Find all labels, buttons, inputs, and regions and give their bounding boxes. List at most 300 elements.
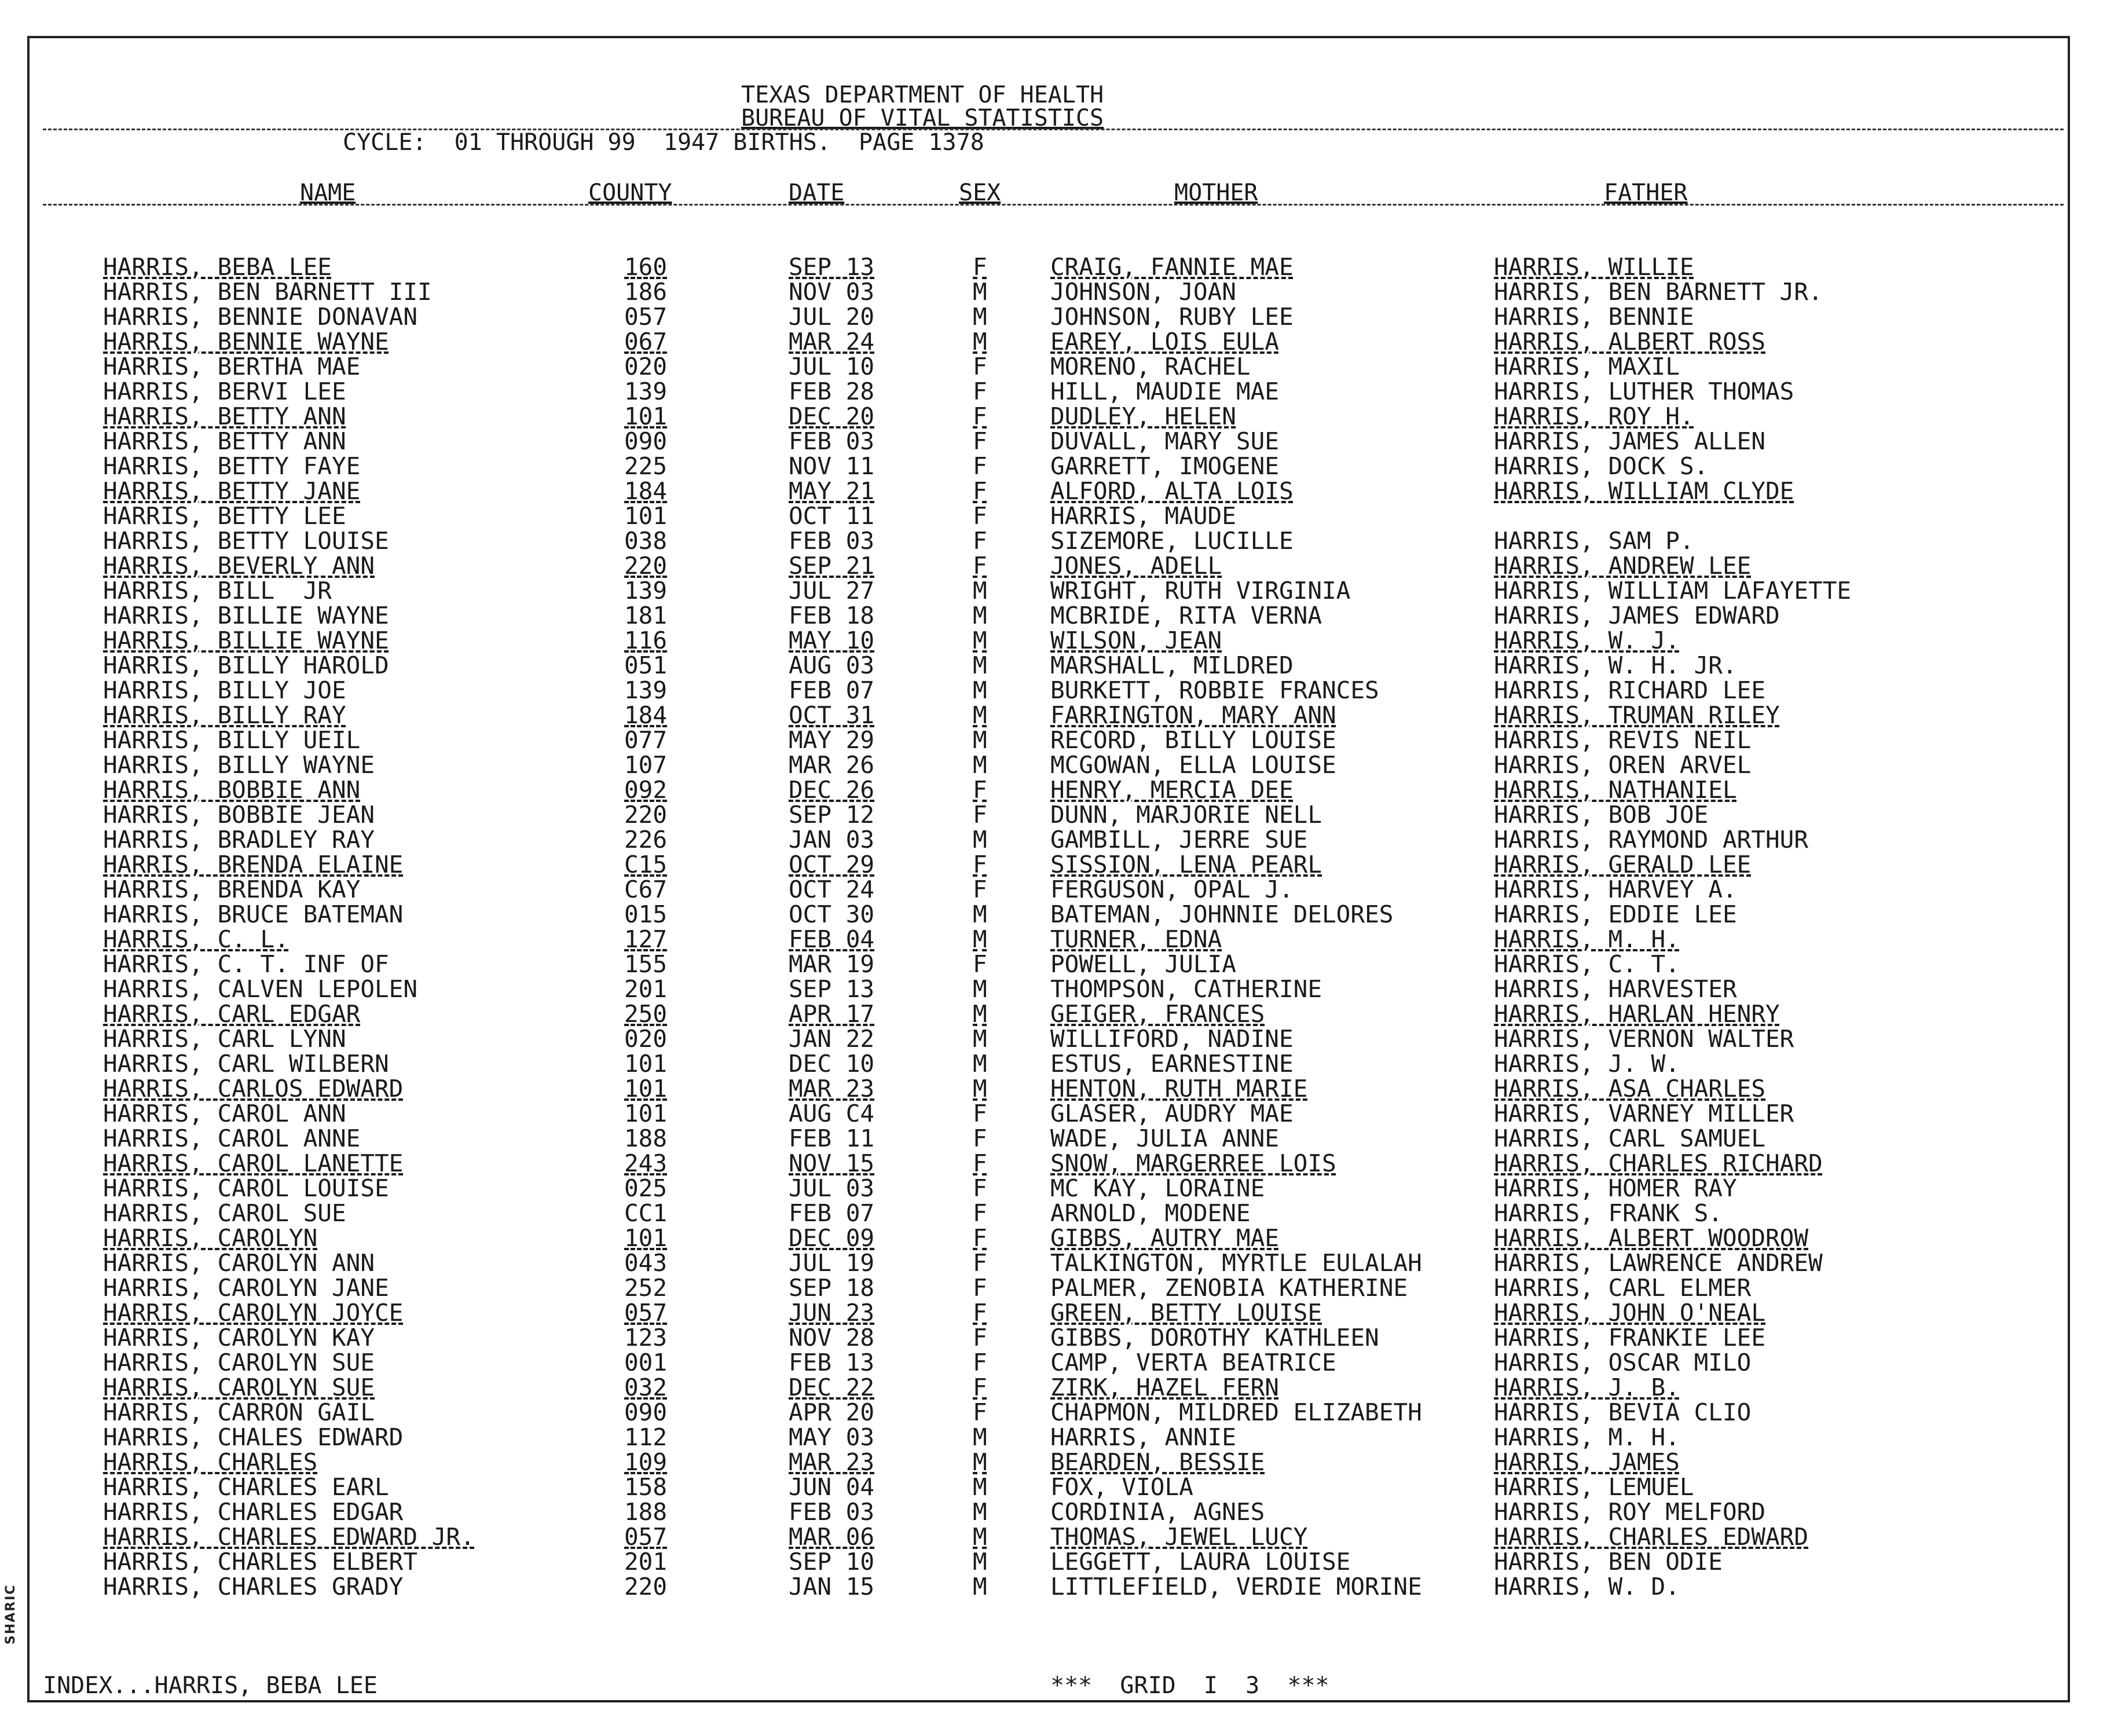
- cell-mother: CAMP, VERTA BEATRICE: [1050, 1349, 1336, 1376]
- cell-name: HARRIS, CAROL LANETTE: [103, 1149, 404, 1177]
- cell-county: 090: [624, 427, 668, 455]
- cell-sex: F: [973, 1224, 987, 1252]
- cell-sex: F: [973, 402, 987, 430]
- cell-sex: M: [973, 1423, 987, 1451]
- cell-name: HARRIS, CHARLES EARL: [103, 1473, 389, 1501]
- cell-name: HARRIS, BRUCE BATEMAN: [103, 900, 404, 928]
- cell-county: 220: [624, 552, 668, 580]
- cell-mother: LEGGETT, LAURA LOUISE: [1050, 1548, 1351, 1576]
- cell-father: HARRIS, LUTHER THOMAS: [1494, 378, 1794, 405]
- cell-sex: F: [973, 1398, 987, 1426]
- cell-county: 226: [624, 826, 668, 854]
- cell-mother: CORDINIA, AGNES: [1050, 1498, 1265, 1526]
- cell-sex: M: [973, 1000, 987, 1028]
- cell-name: HARRIS, CARL LYNN: [103, 1025, 346, 1053]
- cell-county: 057: [624, 1299, 668, 1327]
- table-row: [0, 1400, 2114, 1425]
- cell-father: HARRIS, VERNON WALTER: [1494, 1025, 1794, 1053]
- cell-name: HARRIS, CHARLES GRADY: [103, 1573, 404, 1601]
- cell-mother: MCGOWAN, ELLA LOUISE: [1050, 751, 1336, 779]
- cell-sex: F: [973, 378, 987, 405]
- cell-sex: M: [973, 278, 987, 306]
- cell-sex: F: [973, 801, 987, 829]
- cell-mother: BEARDEN, BESSIE: [1050, 1448, 1265, 1476]
- cell-mother: HARRIS, ANNIE: [1050, 1423, 1236, 1451]
- cell-father: HARRIS, ALBERT WOODROW: [1494, 1224, 1809, 1252]
- cell-name: HARRIS, BILLY WAYNE: [103, 751, 375, 779]
- side-label: SHARIC: [3, 1584, 18, 1645]
- table-row: [0, 329, 2114, 354]
- table-row: [0, 902, 2114, 927]
- cell-name: HARRIS, CAROL SUE: [103, 1199, 346, 1227]
- cell-mother: SISSION, LENA PEARL: [1050, 851, 1322, 878]
- cell-name: HARRIS, CALVEN LEPOLEN: [103, 975, 418, 1003]
- cell-name: HARRIS, BETTY ANN: [103, 427, 346, 455]
- cell-county: 123: [624, 1324, 668, 1352]
- cell-county: 051: [624, 651, 668, 679]
- cell-date: DEC 10: [789, 1050, 875, 1078]
- table-row: [0, 603, 2114, 628]
- cell-county: 139: [624, 378, 668, 405]
- cell-date: MAR 23: [789, 1448, 875, 1476]
- table-row: [0, 753, 2114, 778]
- table-row: [0, 1350, 2114, 1375]
- cell-father: HARRIS, REVIS NEIL: [1494, 726, 1752, 754]
- cell-name: HARRIS, BRENDA KAY: [103, 876, 361, 903]
- cell-sex: M: [973, 701, 987, 729]
- cell-father: HARRIS, CARL SAMUEL: [1494, 1125, 1765, 1152]
- table-row: [0, 1475, 2114, 1500]
- cell-date: FEB 04: [789, 925, 875, 953]
- cell-father: HARRIS, J. B.: [1494, 1374, 1680, 1401]
- table-row: [0, 1251, 2114, 1276]
- cell-date: OCT 31: [789, 701, 875, 729]
- cell-mother: CRAIG, FANNIE MAE: [1050, 253, 1294, 281]
- cell-county: 225: [624, 452, 668, 480]
- cell-date: FEB 11: [789, 1125, 875, 1152]
- cell-date: JUL 20: [789, 303, 875, 331]
- cell-mother: EAREY, LOIS EULA: [1050, 328, 1279, 356]
- cell-mother: FARRINGTON, MARY ANN: [1050, 701, 1336, 729]
- cell-name: HARRIS, C. T. INF OF: [103, 950, 389, 978]
- cell-mother: BATEMAN, JOHNNIE DELORES: [1050, 900, 1394, 928]
- cell-mother: PALMER, ZENOBIA KATHERINE: [1050, 1274, 1408, 1302]
- cell-date: NOV 15: [789, 1149, 875, 1177]
- column-header-rule: [43, 204, 2064, 206]
- cell-county: 139: [624, 577, 668, 605]
- cell-father: HARRIS, HARLAN HENRY: [1494, 1000, 1780, 1028]
- cell-county: 067: [624, 328, 668, 356]
- cell-county: CC1: [624, 1199, 668, 1227]
- cell-mother: MARSHALL, MILDRED: [1050, 651, 1294, 679]
- table-row: [0, 927, 2114, 952]
- table-row: [0, 827, 2114, 852]
- cell-father: HARRIS, W. D.: [1494, 1573, 1680, 1601]
- cell-mother: CHAPMON, MILDRED ELIZABETH: [1050, 1398, 1422, 1426]
- cell-father: HARRIS, M. H.: [1494, 925, 1680, 953]
- cell-county: 186: [624, 278, 668, 306]
- cell-sex: M: [973, 1573, 987, 1601]
- cell-date: JUN 04: [789, 1473, 875, 1501]
- table-row: [0, 1226, 2114, 1251]
- cell-mother: TURNER, EDNA: [1050, 925, 1222, 953]
- cell-sex: F: [973, 776, 987, 804]
- column-header-county: COUNTY: [588, 180, 672, 206]
- cell-county: 015: [624, 900, 668, 928]
- header-subtitle: BUREAU OF VITAL STATISTICS: [741, 105, 1104, 131]
- column-header-name: NAME: [300, 180, 356, 206]
- cell-date: NOV 11: [789, 452, 875, 480]
- table-row: [0, 379, 2114, 404]
- cell-county: 252: [624, 1274, 668, 1302]
- cell-name: HARRIS, BEN BARNETT III: [103, 278, 432, 306]
- cell-county: 220: [624, 1573, 668, 1601]
- cell-sex: F: [973, 1324, 987, 1352]
- cell-sex: F: [973, 1374, 987, 1401]
- table-row: [0, 728, 2114, 753]
- cell-mother: FERGUSON, OPAL J.: [1050, 876, 1294, 903]
- cell-name: HARRIS, BILLIE WAYNE: [103, 602, 389, 629]
- table-row: [0, 1325, 2114, 1350]
- cell-county: 077: [624, 726, 668, 754]
- cell-mother: POWELL, JULIA: [1050, 950, 1236, 978]
- cell-date: FEB 28: [789, 378, 875, 405]
- cell-sex: M: [973, 975, 987, 1003]
- cell-father: HARRIS, M. H.: [1494, 1423, 1680, 1451]
- cell-sex: F: [973, 353, 987, 380]
- cell-father: HARRIS, CHARLES RICHARD: [1494, 1149, 1823, 1177]
- cell-mother: GAMBILL, JERRE SUE: [1050, 826, 1308, 854]
- cell-date: MAR 06: [789, 1523, 875, 1551]
- cell-sex: M: [973, 303, 987, 331]
- column-header-sex: SEX: [959, 180, 1001, 206]
- cell-father: HARRIS, WILLIE: [1494, 253, 1694, 281]
- cell-sex: M: [973, 751, 987, 779]
- cell-date: SEP 18: [789, 1274, 875, 1302]
- cell-county: 020: [624, 353, 668, 380]
- cell-date: APR 17: [789, 1000, 875, 1028]
- cell-name: HARRIS, BETTY JANE: [103, 477, 361, 505]
- cell-county: 057: [624, 1523, 668, 1551]
- table-row: [0, 1375, 2114, 1400]
- cell-name: HARRIS, CAROLYN SUE: [103, 1374, 375, 1401]
- cell-sex: F: [973, 1349, 987, 1376]
- cell-mother: SNOW, MARGERREE LOIS: [1050, 1149, 1336, 1177]
- table-row: [0, 877, 2114, 902]
- cell-sex: F: [973, 1174, 987, 1202]
- cell-mother: ESTUS, EARNESTINE: [1050, 1050, 1294, 1078]
- cell-mother: FOX, VIOLA: [1050, 1473, 1193, 1501]
- table-row: [0, 1101, 2114, 1126]
- cell-county: 101: [624, 1050, 668, 1078]
- cell-date: DEC 22: [789, 1374, 875, 1401]
- cell-county: 109: [624, 1448, 668, 1476]
- cell-name: HARRIS, BENNIE DONAVAN: [103, 303, 418, 331]
- cell-mother: ALFORD, ALTA LOIS: [1050, 477, 1294, 505]
- cell-father: HARRIS, SAM P.: [1494, 527, 1694, 555]
- cell-county: 160: [624, 253, 668, 281]
- table-row: [0, 454, 2114, 479]
- cell-sex: F: [973, 1249, 987, 1277]
- table-row: [0, 653, 2114, 678]
- cell-date: MAR 19: [789, 950, 875, 978]
- cell-name: HARRIS, BENNIE WAYNE: [103, 328, 389, 356]
- table-row: [0, 778, 2114, 803]
- table-row: [0, 1450, 2114, 1475]
- cell-county: 101: [624, 402, 668, 430]
- cell-mother: GIBBS, AUTRY MAE: [1050, 1224, 1279, 1252]
- table-row: [0, 1126, 2114, 1151]
- cell-sex: F: [973, 950, 987, 978]
- cell-name: HARRIS, CHARLES EDWARD JR.: [103, 1523, 475, 1551]
- cell-father: HARRIS, CHARLES EDWARD: [1494, 1523, 1809, 1551]
- cell-sex: M: [973, 1473, 987, 1501]
- column-header-mother: MOTHER: [1174, 180, 1258, 206]
- cell-date: DEC 09: [789, 1224, 875, 1252]
- cell-name: HARRIS, BETTY LEE: [103, 502, 346, 530]
- cell-mother: HARRIS, MAUDE: [1050, 502, 1236, 530]
- cell-father: HARRIS, ASA CHARLES: [1494, 1075, 1765, 1103]
- cell-father: HARRIS, ROY H.: [1494, 402, 1694, 430]
- cell-sex: M: [973, 1075, 987, 1103]
- cell-father: HARRIS, ALBERT ROSS: [1494, 328, 1765, 356]
- cell-father: HARRIS, JAMES ALLEN: [1494, 427, 1765, 455]
- cell-father: HARRIS, BEN ODIE: [1494, 1548, 1723, 1576]
- cell-sex: M: [973, 1025, 987, 1053]
- cell-date: FEB 13: [789, 1349, 875, 1376]
- cell-mother: LITTLEFIELD, VERDIE MORINE: [1050, 1573, 1422, 1601]
- cell-sex: F: [973, 552, 987, 580]
- table-row: [0, 952, 2114, 977]
- cell-date: AUG 03: [789, 651, 875, 679]
- table-row: [0, 1550, 2114, 1574]
- cell-mother: TALKINGTON, MYRTLE EULALAH: [1050, 1249, 1422, 1277]
- cell-date: AUG C4: [789, 1100, 875, 1127]
- cell-mother: GREEN, BETTY LOUISE: [1050, 1299, 1322, 1327]
- cell-name: HARRIS, BERTHA MAE: [103, 353, 361, 380]
- cell-father: HARRIS, TRUMAN RILEY: [1494, 701, 1780, 729]
- cell-name: HARRIS, CAROLYN KAY: [103, 1324, 375, 1352]
- cell-father: HARRIS, HOMER RAY: [1494, 1174, 1737, 1202]
- table-row: [0, 977, 2114, 1002]
- cell-sex: M: [973, 826, 987, 854]
- table-row: [0, 703, 2114, 728]
- table-row: [0, 479, 2114, 504]
- cell-date: FEB 18: [789, 602, 875, 629]
- cell-county: 127: [624, 925, 668, 953]
- cell-father: HARRIS, J. W.: [1494, 1050, 1680, 1078]
- cell-sex: M: [973, 651, 987, 679]
- table-row: [0, 305, 2114, 329]
- cell-name: HARRIS, CHALES EDWARD: [103, 1423, 404, 1451]
- cell-father: HARRIS, BEVIA CLIO: [1494, 1398, 1752, 1426]
- cell-county: 043: [624, 1249, 668, 1277]
- cell-name: HARRIS, BETTY FAYE: [103, 452, 361, 480]
- cell-name: HARRIS, BETTY ANN: [103, 402, 346, 430]
- cell-name: HARRIS, CAROL ANNE: [103, 1125, 361, 1152]
- table-row: [0, 255, 2114, 280]
- cell-date: MAY 10: [789, 627, 875, 654]
- header-title: TEXAS DEPARTMENT OF HEALTH: [741, 82, 1104, 108]
- cell-date: MAY 03: [789, 1423, 875, 1451]
- cell-date: OCT 30: [789, 900, 875, 928]
- cell-father: HARRIS, LEMUEL: [1494, 1473, 1694, 1501]
- table-row: [0, 678, 2114, 703]
- cell-name: HARRIS, CAROLYN ANN: [103, 1249, 375, 1277]
- table-row: [0, 1176, 2114, 1201]
- cell-father: HARRIS, JAMES: [1494, 1448, 1680, 1476]
- table-row: [0, 1151, 2114, 1176]
- cell-mother: GARRETT, IMOGENE: [1050, 452, 1279, 480]
- column-header-date: DATE: [789, 180, 845, 206]
- cell-father: HARRIS, FRANK S.: [1494, 1199, 1723, 1227]
- cell-date: SEP 21: [789, 552, 875, 580]
- table-row: [0, 1027, 2114, 1052]
- cell-sex: M: [973, 925, 987, 953]
- cell-county: 020: [624, 1025, 668, 1053]
- cell-date: JUL 10: [789, 353, 875, 380]
- table-row: [0, 1525, 2114, 1550]
- cell-sex: F: [973, 527, 987, 555]
- cell-father: HARRIS, HARVESTER: [1494, 975, 1737, 1003]
- cell-father: HARRIS, LAWRENCE ANDREW: [1494, 1249, 1823, 1277]
- cell-father: HARRIS, W. H. JR.: [1494, 651, 1737, 679]
- cell-name: HARRIS, CAROL LOUISE: [103, 1174, 389, 1202]
- cell-mother: GEIGER, FRANCES: [1050, 1000, 1265, 1028]
- table-row: [0, 803, 2114, 827]
- cell-date: MAY 29: [789, 726, 875, 754]
- table-row: [0, 1301, 2114, 1325]
- cell-county: 057: [624, 303, 668, 331]
- table-row: [0, 1201, 2114, 1226]
- cell-date: JAN 15: [789, 1573, 875, 1601]
- table-row: [0, 1002, 2114, 1027]
- cell-name: HARRIS, CAROLYN JOYCE: [103, 1299, 404, 1327]
- cell-sex: M: [973, 1523, 987, 1551]
- cell-mother: HILL, MAUDIE MAE: [1050, 378, 1279, 405]
- cell-name: HARRIS, CARLOS EDWARD: [103, 1075, 404, 1103]
- cell-county: 188: [624, 1498, 668, 1526]
- cell-father: HARRIS, HARVEY A.: [1494, 876, 1737, 903]
- cell-county: 101: [624, 1100, 668, 1127]
- table-row: [0, 429, 2114, 454]
- table-row: [0, 554, 2114, 578]
- table-row: [0, 1276, 2114, 1301]
- cell-date: SEP 10: [789, 1548, 875, 1576]
- cell-father: HARRIS, WILLIAM LAFAYETTE: [1494, 577, 1852, 605]
- cell-name: HARRIS, BILLY RAY: [103, 701, 346, 729]
- cell-date: JAN 22: [789, 1025, 875, 1053]
- cell-date: JAN 03: [789, 826, 875, 854]
- table-row: [0, 1052, 2114, 1076]
- table-row: [0, 628, 2114, 653]
- cell-date: APR 20: [789, 1398, 875, 1426]
- cell-name: HARRIS, CAROLYN SUE: [103, 1349, 375, 1376]
- cell-name: HARRIS, BILLY HAROLD: [103, 651, 389, 679]
- cell-mother: THOMPSON, CATHERINE: [1050, 975, 1322, 1003]
- cell-father: HARRIS, BEN BARNETT JR.: [1494, 278, 1823, 306]
- cell-date: SEP 13: [789, 253, 875, 281]
- cell-county: 201: [624, 1548, 668, 1576]
- cell-county: 092: [624, 776, 668, 804]
- table-row: [0, 1425, 2114, 1450]
- cell-mother: MC KAY, LORAINE: [1050, 1174, 1265, 1202]
- cell-name: HARRIS, CAROLYN JANE: [103, 1274, 389, 1302]
- cell-county: 188: [624, 1125, 668, 1152]
- cell-mother: JOHNSON, RUBY LEE: [1050, 303, 1294, 331]
- cell-date: MAR 23: [789, 1075, 875, 1103]
- cell-date: OCT 24: [789, 876, 875, 903]
- cell-date: OCT 29: [789, 851, 875, 878]
- table-row: [0, 529, 2114, 554]
- table-row: [0, 852, 2114, 877]
- cell-name: HARRIS, CHARLES: [103, 1448, 318, 1476]
- cell-county: 090: [624, 1398, 668, 1426]
- table-row: [0, 1500, 2114, 1525]
- cell-county: 025: [624, 1174, 668, 1202]
- cell-county: C15: [624, 851, 668, 878]
- cell-county: 001: [624, 1349, 668, 1376]
- cell-name: HARRIS, BILLY UEIL: [103, 726, 361, 754]
- cell-date: SEP 13: [789, 975, 875, 1003]
- cell-date: JUL 27: [789, 577, 875, 605]
- cell-county: 184: [624, 701, 668, 729]
- cell-name: HARRIS, BOBBIE JEAN: [103, 801, 375, 829]
- cell-sex: M: [973, 1050, 987, 1078]
- cell-sex: M: [973, 1548, 987, 1576]
- cell-father: HARRIS, CARL ELMER: [1494, 1274, 1752, 1302]
- cell-father: HARRIS, GERALD LEE: [1494, 851, 1752, 878]
- cell-county: C67: [624, 876, 668, 903]
- cell-name: HARRIS, CAROL ANN: [103, 1100, 346, 1127]
- cell-sex: M: [973, 676, 987, 704]
- cell-sex: M: [973, 627, 987, 654]
- cell-name: HARRIS, BILLIE WAYNE: [103, 627, 389, 654]
- cell-county: 107: [624, 751, 668, 779]
- cell-mother: HENRY, MERCIA DEE: [1050, 776, 1294, 804]
- cell-name: HARRIS, BERVI LEE: [103, 378, 346, 405]
- cell-sex: M: [973, 602, 987, 629]
- cell-mother: MORENO, RACHEL: [1050, 353, 1251, 380]
- cell-mother: WILSON, JEAN: [1050, 627, 1222, 654]
- cell-county: 243: [624, 1149, 668, 1177]
- cell-sex: F: [973, 1199, 987, 1227]
- cell-sex: M: [973, 1448, 987, 1476]
- cell-county: 101: [624, 502, 668, 530]
- cell-father: HARRIS, RAYMOND ARTHUR: [1494, 826, 1809, 854]
- cell-date: FEB 03: [789, 527, 875, 555]
- table-row: [0, 280, 2114, 305]
- cell-sex: M: [973, 900, 987, 928]
- cell-name: HARRIS, BILLY JOE: [103, 676, 346, 704]
- cell-mother: DUNN, MARJORIE NELL: [1050, 801, 1322, 829]
- cell-date: DEC 26: [789, 776, 875, 804]
- column-header-father: FATHER: [1604, 180, 1688, 206]
- cell-county: 038: [624, 527, 668, 555]
- cell-father: HARRIS, ANDREW LEE: [1494, 552, 1752, 580]
- cell-county: 116: [624, 627, 668, 654]
- cell-mother: ZIRK, HAZEL FERN: [1050, 1374, 1279, 1401]
- cell-sex: M: [973, 1498, 987, 1526]
- cell-father: HARRIS, FRANKIE LEE: [1494, 1324, 1765, 1352]
- cell-mother: WILLIFORD, NADINE: [1050, 1025, 1294, 1053]
- cell-date: OCT 11: [789, 502, 875, 530]
- cell-father: HARRIS, DOCK S.: [1494, 452, 1709, 480]
- cell-mother: BURKETT, ROBBIE FRANCES: [1050, 676, 1379, 704]
- cell-name: HARRIS, CARRON GAIL: [103, 1398, 375, 1426]
- cell-name: HARRIS, CARL EDGAR: [103, 1000, 361, 1028]
- cell-name: HARRIS, BRENDA ELAINE: [103, 851, 404, 878]
